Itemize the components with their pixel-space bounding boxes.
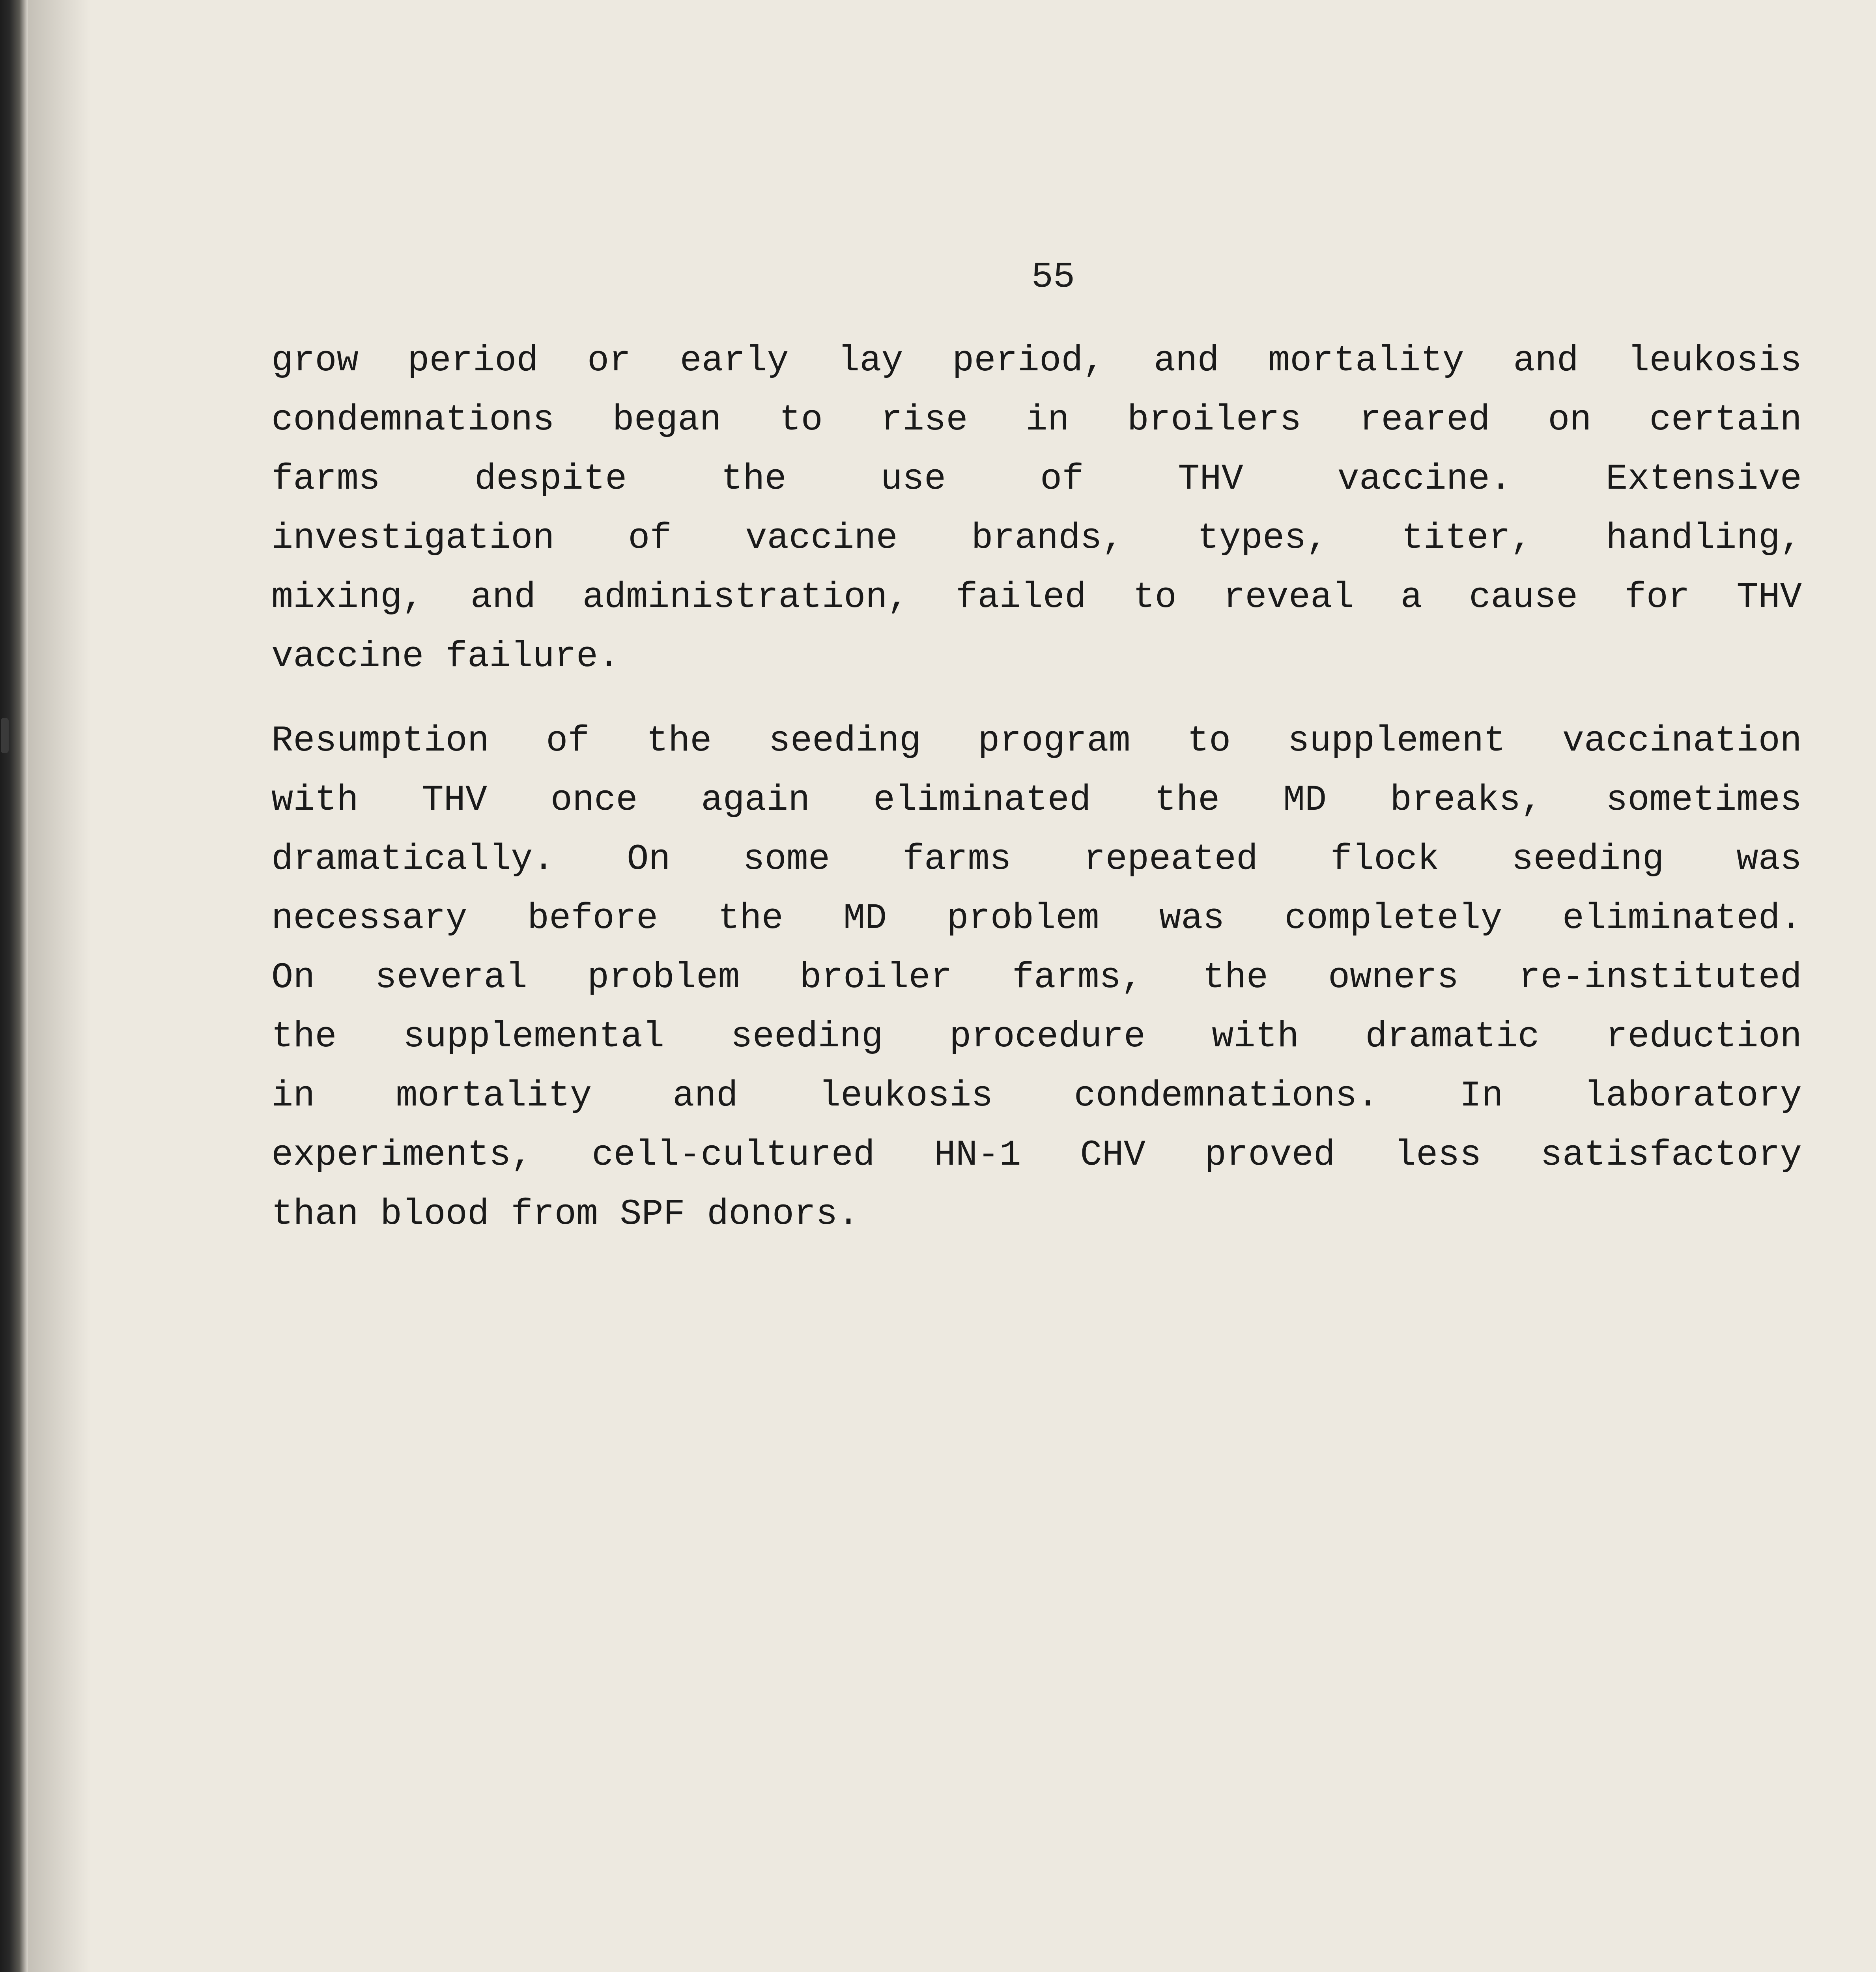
- document-page: [91, 0, 1876, 1972]
- text-line: in mortality and leukosis condemnations. In laboratory: [271, 1075, 1802, 1117]
- text-line: necessary before the MD problem was completely eliminated.: [271, 898, 1802, 939]
- text-line: vaccine failure.: [271, 636, 620, 677]
- binding-shadow: [28, 0, 91, 1972]
- text-line: Resumption of the seeding program to supplement vaccination: [271, 720, 1802, 762]
- text-line: investigation of vaccine brands, types, titer, handling,: [271, 517, 1802, 559]
- text-line: On several problem broiler farms, the owners re-instituted: [271, 957, 1802, 998]
- paragraph-1: [271, 331, 1802, 686]
- text-line: condemnations began to rise in broilers reared on certain: [271, 399, 1802, 441]
- text-line: than blood from SPF donors.: [271, 1193, 860, 1235]
- text-line: experiments, cell-cultured HN-1 CHV proved less satisfactory: [271, 1134, 1802, 1176]
- text-line: the supplemental seeding procedure with dramatic reduction: [271, 1016, 1802, 1057]
- text-line: dramatically. On some farms repeated flock seeding was: [271, 838, 1802, 880]
- scanner-edge: [0, 0, 28, 1972]
- paragraph-2: [271, 711, 1802, 1244]
- text-line: with THV once again eliminated the MD breaks, sometimes: [271, 779, 1802, 821]
- page-number: 55: [1031, 256, 1075, 298]
- text-line: grow period or early lay period, and mortality and leukosis: [271, 340, 1802, 381]
- text-line: mixing, and administration, failed to reveal a cause for THV: [271, 577, 1802, 618]
- body-text: [271, 331, 1802, 1269]
- text-line: farms despite the use of THV vaccine. Extensive: [271, 458, 1802, 500]
- margin-mark: [1, 718, 9, 753]
